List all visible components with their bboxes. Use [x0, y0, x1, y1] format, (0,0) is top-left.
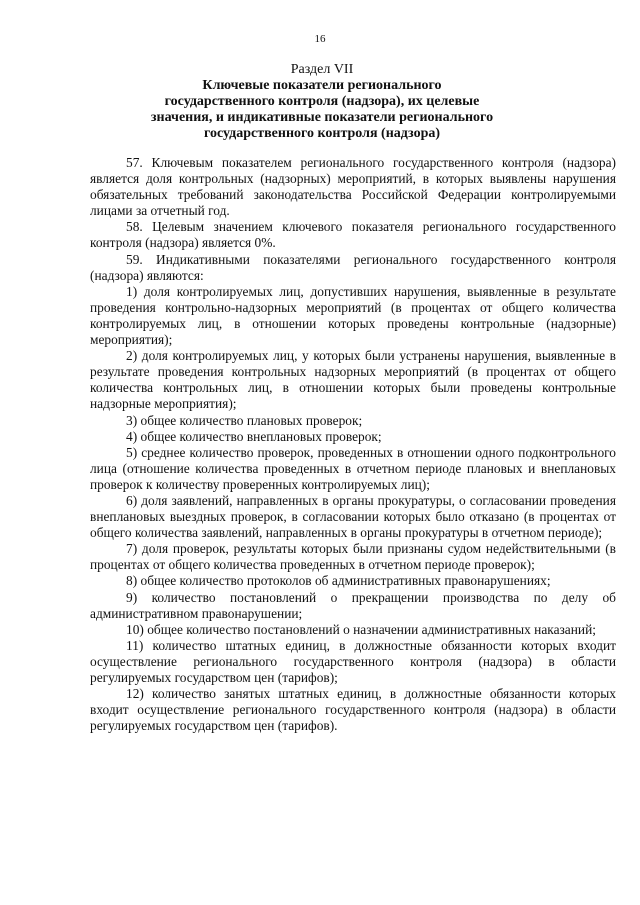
section-label: Раздел VII: [290, 62, 354, 77]
list-item-8: 8) общее количество протоколов об административных правонарушениях;: [126, 573, 551, 589]
section-heading: [90, 62, 554, 142]
section-title-line-2: государственного контроля (надзора), их целевые: [164, 94, 480, 109]
section-title-line-3: значения, и индикативные показатели регионального: [150, 110, 494, 125]
list-item-11: 11) количество штатных единиц, в должностные обязанности которых входит осуществление регионального государственного контроля (надзора) в области регулируемых государством цен (тарифов);: [90, 637, 616, 685]
paragraph-59: 59. Индикативными показателями регионального государственного контроля (надзора) являются:: [90, 251, 616, 283]
paragraph-57: 57. Ключевым показателем регионального государственного контроля (надзора) является доля контрольных (надзорных) мероприятий, в которых выявлены нарушения обязательных требований законодательства Российской Федерации контролируемыми лицами за отчетный год.: [90, 155, 616, 219]
document-body: [90, 155, 616, 734]
section-title-line-1: Ключевые показатели регионального: [202, 78, 442, 93]
list-item-2: 2) доля контролируемых лиц, у которых были устранены нарушения, выявленные в результате проведения контрольных надзорных мероприятий (в процентах от общего количества контрольных лиц, в отношении которых были проведены контрольные надзорные мероприятия);: [90, 348, 616, 412]
list-item-3: 3) общее количество плановых проверок;: [126, 412, 363, 428]
list-item-5: 5) среднее количество проверок, проведенных в отношении одного подконтрольного лица (отношение количества проведенных в отчетном периоде плановых и внеплановых проверок к количеству проверенных контролируемых лиц);: [90, 444, 616, 492]
list-item-9: 9) количество постановлений о прекращении производства по делу об административном правонарушении;: [90, 589, 616, 621]
list-item-1: 1) доля контролируемых лиц, допустивших нарушения, выявленные в результате проведения контрольно-надзорных мероприятий (в процентах от общего количества контролируемых лиц, в отношении которых проведены контрольные (надзорные) мероприятия);: [90, 283, 616, 348]
list-item-10: 10) общее количество постановлений о назначении административных наказаний;: [126, 621, 596, 637]
list-item-6: 6) доля заявлений, направленных в органы прокуратуры, о согласовании проведения внеплановых выездных проверок, в согласовании которых было отказано (в процентах от общего количества заявлений, направленных в органы прокуратуры в отчетном периоде);: [90, 492, 616, 541]
list-item-4: 4) общее количество внеплановых проверок;: [126, 428, 382, 444]
section-title-line-4: государственного контроля (надзора): [203, 126, 441, 141]
paragraph-58: 58. Целевым значением ключевого показателя регионального государственного контроля (надзора) является 0%.: [90, 219, 616, 251]
list-item-7: 7) доля проверок, результаты которых были признаны судом недействительными (в процентах от общего количества проведенных в отчетном периоде проверок);: [90, 541, 616, 573]
page-number: 16: [314, 33, 326, 45]
list-item-12: 12) количество занятых штатных единиц, в должностные обязанности которых входит осуществление регионального государственного контроля (надзора) в области регулируемых государством цен (тарифов).: [90, 686, 616, 734]
